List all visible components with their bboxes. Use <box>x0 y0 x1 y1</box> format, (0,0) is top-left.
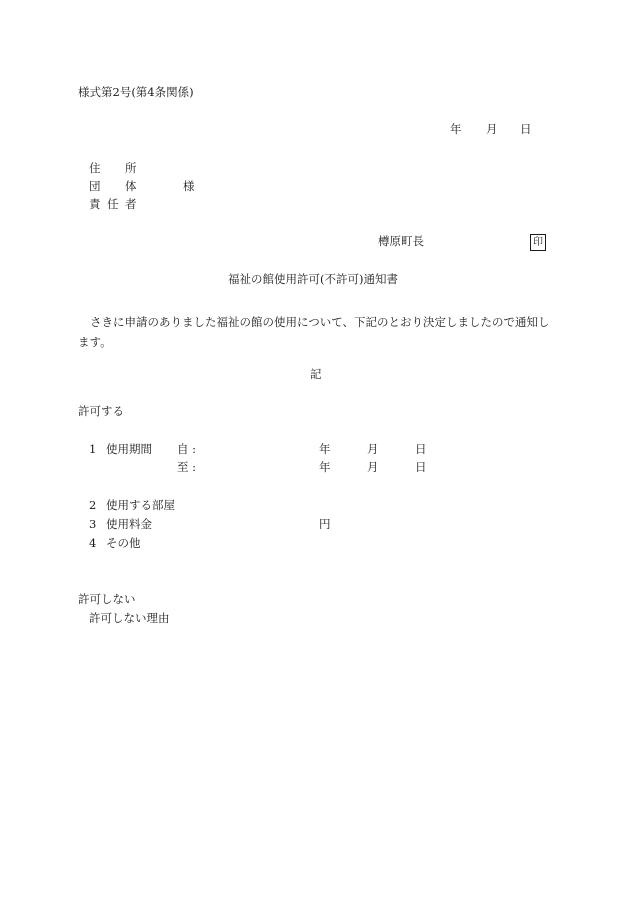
representative-label-char-2: 任 <box>107 197 119 211</box>
item-4-number: 4 <box>89 536 97 550</box>
period-to-year: 年 <box>319 460 331 474</box>
period-from-day: 日 <box>415 442 427 456</box>
period-from-month: 月 <box>367 442 379 456</box>
address-label-char-2: 所 <box>125 161 137 175</box>
ki-marker: 記 <box>310 367 322 381</box>
deny-heading: 許可しない <box>78 592 136 606</box>
period-to-label: 至 : <box>177 460 197 474</box>
item-1-label: 使用期間 <box>106 442 152 456</box>
group-label-char-1: 団 <box>89 179 101 193</box>
item-4-label: その他 <box>106 536 141 550</box>
item-3-label: 使用料金 <box>106 517 152 531</box>
representative-label-char-3: 者 <box>125 197 137 211</box>
period-from-label: 自 : <box>177 442 197 456</box>
seal-stamp: 印 <box>530 234 546 251</box>
document-title: 福祉の館使用許可(不許可)通知書 <box>228 272 398 286</box>
period-from-year: 年 <box>319 442 331 456</box>
body-paragraph <box>78 312 556 352</box>
date-day-label: 日 <box>520 122 532 136</box>
period-to-day: 日 <box>415 460 427 474</box>
date-year-label: 年 <box>450 122 462 136</box>
address-label-char-1: 住 <box>89 161 101 175</box>
item-2-number: 2 <box>89 498 97 512</box>
period-to-month: 月 <box>367 460 379 474</box>
item-2-label: 使用する部屋 <box>106 498 175 512</box>
item-1-number: 1 <box>89 442 97 456</box>
form-number: 様式第2号(第4条関係) <box>78 85 194 99</box>
date-month-label: 月 <box>486 122 498 136</box>
issuer-name: 樽原町長 <box>378 234 424 248</box>
representative-label-char-1: 責 <box>89 197 101 211</box>
body-text: さきに申請のありました福祉の館の使用について、下記のとおり決定しましたので通知します。 <box>78 315 550 349</box>
honorific-sama: 様 <box>183 179 195 193</box>
fee-unit: 円 <box>319 517 331 531</box>
permit-heading: 許可する <box>78 404 124 418</box>
item-3-number: 3 <box>89 517 97 531</box>
deny-reason-label: 許可しない理由 <box>89 611 170 625</box>
group-label-char-2: 体 <box>125 179 137 193</box>
